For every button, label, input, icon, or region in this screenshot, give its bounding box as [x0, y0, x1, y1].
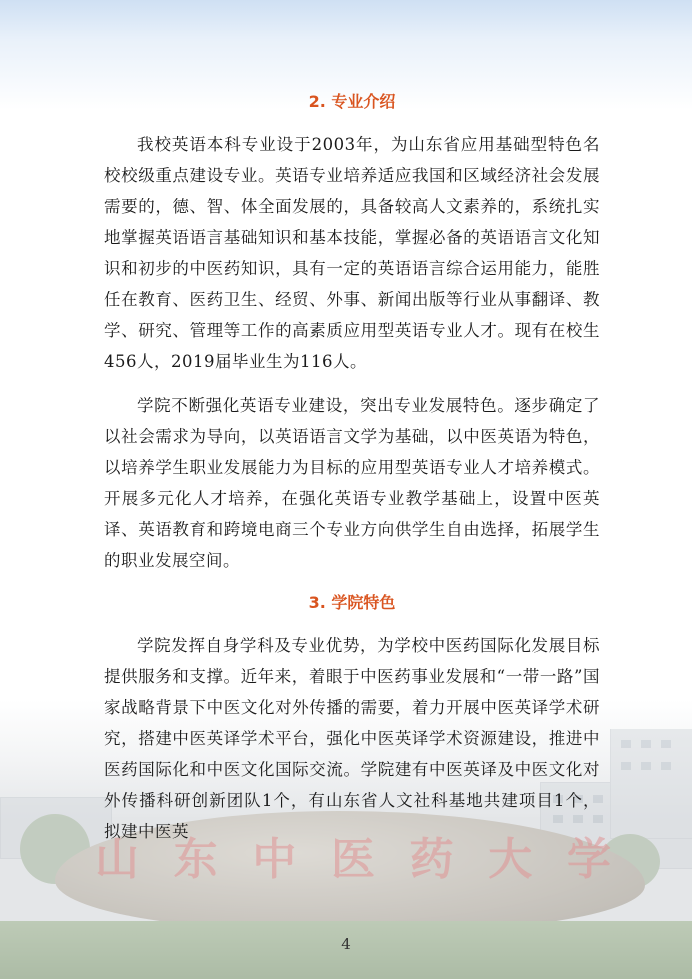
stone-inscription-char: 中 [252, 834, 301, 885]
paragraph: 学院不断强化英语专业建设，突出专业发展特色。逐步确定了以社会需求为导向，以英语语言文学为基础，以中医英语为特色，以培养学生职业发展能力为目标的应用型英语专业人才培养模式。开展多元化人才培养，在强化英语专业教学基础上，设置中医英译、英语教育和跨境电商三个专业方向供学生自由选择，拓展学生的职业发展空间。 [104, 396, 600, 570]
section-heading-major-introduction: 2. 专业介绍 [308, 92, 396, 111]
section-heading-college-features: 3. 学院特色 [308, 593, 396, 612]
document-body [104, 88, 600, 847]
stone-inscription-char: 药 [409, 834, 458, 885]
background-building [610, 729, 692, 839]
stone-inscription-char: 山 [95, 834, 143, 885]
stone-inscription-char: 学 [566, 834, 615, 885]
paragraph: 我校英语本科专业设于2003年，为山东省应用基础型特色名校校级重点建设专业。英语专业培养适应我国和区域经济社会发展需要的，德、智、体全面发展的，具备较高人文素养的，系统扎实地掌握英语语言基础知识和基本技能，掌握必备的英语语言文化知识和初步的中医药知识，具有一定的英语语言综合运用能力，能胜任在教育、医药卫生、经贸、外事、新闻出版等行业从事翻译、教学、研究、管理等工作的高素质应用型英语专业人才。现有在校生456人，2019届毕业生为116人。 [104, 135, 600, 371]
stone-inscription-char: 大 [488, 834, 537, 885]
paragraph: 学院发挥自身学科及专业优势，为学校中医药国际化发展目标提供服务和支撑。近年来，着眼于中医药事业发展和“一带一路”国家战略背景下中医文化对外传播的需要，着力开展中医英译学术研究，搭建中医英译学术平台，强化中医英译学术资源建设，推进中医药国际化和中医文化国际交流。学院建有中医英译及中医文化对外传播科研创新团队1个，有山东省人文社科基地共建项目1个，拟建中医英 [104, 636, 600, 841]
page-number: 4 [341, 935, 351, 953]
stone-inscription-char: 医 [330, 834, 379, 885]
stone-inscription-char: 东 [173, 834, 222, 885]
